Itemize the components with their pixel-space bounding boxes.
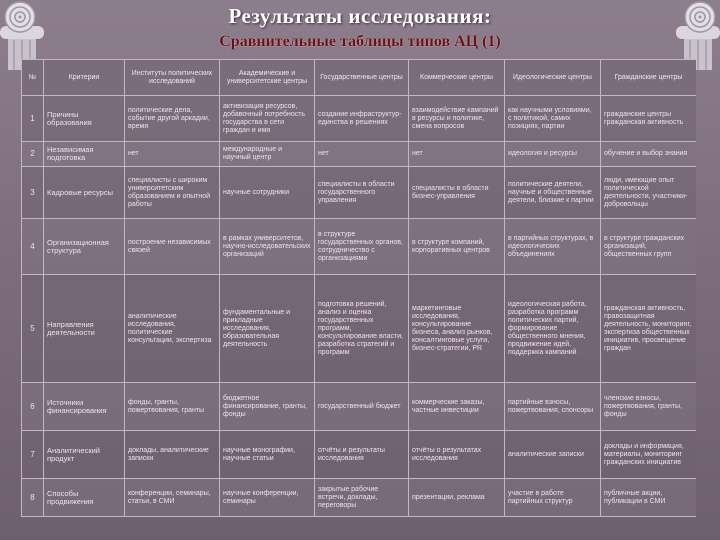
- table-cell: маркетинговые исследования, консультирование бизнеса, анализ рынков, консалтинговые услуги, бизнес-стратегии, PR: [409, 275, 505, 383]
- table-cell: научные конференции, семинары: [220, 479, 315, 517]
- table-row: [22, 431, 697, 479]
- row-criterion: Причины образования: [44, 96, 125, 142]
- column-header-commercial-centers: Коммерческие центры: [409, 60, 505, 96]
- row-criterion: Независимая подготовка: [44, 142, 125, 167]
- table-cell: участие в работе партийных структур: [505, 479, 601, 517]
- column-header-number: №: [22, 60, 44, 96]
- table-row: [22, 275, 697, 383]
- row-criterion: Способы продвижения: [44, 479, 125, 517]
- table-cell: в структуре государственных органов, сотрудничество с организациями: [315, 219, 409, 275]
- table-cell: гражданские центры гражданская активность: [601, 96, 697, 142]
- table-cell: бюджетное финансирование, гранты, фонды: [220, 383, 315, 431]
- table-cell: государственный бюджет: [315, 383, 409, 431]
- table-cell: закрытые рабочие встречи, доклады, переговоры: [315, 479, 409, 517]
- table-cell: в структуре гражданских организаций, общественных групп: [601, 219, 697, 275]
- table-cell: конференции, семинары, статьи, в СМИ: [125, 479, 220, 517]
- row-number: 4: [22, 219, 44, 275]
- table-cell: фундаментальные и прикладные исследования, образовательная деятельность: [220, 275, 315, 383]
- table-cell: политические дела, событие другой аркадии, время: [125, 96, 220, 142]
- table-cell: аналитические записки: [505, 431, 601, 479]
- table-cell: обучение и выбор знания: [601, 142, 697, 167]
- table-cell: членские взносы, пожертвования, гранты, фонды: [601, 383, 697, 431]
- page-subtitle: Сравнительные таблицы типов АЦ (1): [219, 33, 501, 50]
- table-cell: как научными условиями, с политикой, самих позициях, партии: [505, 96, 601, 142]
- table-cell: люди, имеющие опыт политической деятельности, участники-добровольцы: [601, 167, 697, 219]
- comparison-table: [21, 59, 696, 517]
- column-header-state-centers: Государственные центры: [315, 60, 409, 96]
- row-criterion: Аналитический продукт: [44, 431, 125, 479]
- row-criterion: Кадровые ресурсы: [44, 167, 125, 219]
- column-header-ideological-centers: Идеологические центры: [505, 60, 601, 96]
- table-cell: в рамках университетов, научно-исследовательских организаций: [220, 219, 315, 275]
- row-criterion: Источники финансирования: [44, 383, 125, 431]
- table-cell: подготовка решений, анализ и оценка государственных программ, консультирование власти, разработка стратегий и программ: [315, 275, 409, 383]
- table-cell: отчёты и результаты исследования: [315, 431, 409, 479]
- table-cell: активизация ресурсов, добавочный потребность государства в сети граждан и имя: [220, 96, 315, 142]
- table-cell: специалисты в области бизнес-управления: [409, 167, 505, 219]
- table-cell: аналитические исследования, политические консультации, экспертиза: [125, 275, 220, 383]
- row-number: 2: [22, 142, 44, 167]
- table-cell: нет: [409, 142, 505, 167]
- table-cell: отчёты о результатах исследования: [409, 431, 505, 479]
- table-cell: доклады и информация, материалы, мониторинг гражданских инициатив: [601, 431, 697, 479]
- table-row: [22, 219, 697, 275]
- table-cell: идеологическая работа, разработка программ политических партий, формирование общественного мнения, продвижение идей, поддержка кампаний: [505, 275, 601, 383]
- table-row: [22, 142, 697, 167]
- column-header-civil-centers: Гражданские центры: [601, 60, 697, 96]
- table-row: [22, 383, 697, 431]
- row-criterion: Организационная структура: [44, 219, 125, 275]
- table-cell: в партийных структурах, в идеологических объединениях: [505, 219, 601, 275]
- table-cell: в структуре компаний, корпоративных центров: [409, 219, 505, 275]
- table-cell: политические деятели, научные и общественные деятели, близкие к партии: [505, 167, 601, 219]
- table-cell: коммерческие заказы, частные инвестиции: [409, 383, 505, 431]
- comparison-table-container: [21, 59, 696, 540]
- row-number: 7: [22, 431, 44, 479]
- table-cell: международные и научный центр: [220, 142, 315, 167]
- table-cell: научные монографии, научные статьи: [220, 431, 315, 479]
- table-cell: идеология и ресурсы: [505, 142, 601, 167]
- row-number: 6: [22, 383, 44, 431]
- table-cell: специалисты в области государственного управления: [315, 167, 409, 219]
- table-cell: специалисты с широким университетским образованием и опытной работы: [125, 167, 220, 219]
- table-cell: публичные акции, публикации в СМИ: [601, 479, 697, 517]
- page-title: Результаты исследования:: [228, 4, 492, 28]
- table-row: [22, 479, 697, 517]
- column-header-criteria: Критерии: [44, 60, 125, 96]
- table-cell: презентации, реклама: [409, 479, 505, 517]
- table-cell: нет: [315, 142, 409, 167]
- row-criterion: Направления деятельности: [44, 275, 125, 383]
- table-row: [22, 167, 697, 219]
- column-header-academic-centers: Академические и университетские центры: [220, 60, 315, 96]
- row-number: 8: [22, 479, 44, 517]
- table-cell: гражданская активность, правозащитная деятельность, мониторинг, экспертиза общественных инициатив, просвещение граждан: [601, 275, 697, 383]
- row-number: 1: [22, 96, 44, 142]
- table-row: [22, 96, 697, 142]
- table-cell: построение независимых связей: [125, 219, 220, 275]
- table-cell: создание инфраструктур-единства в решениях: [315, 96, 409, 142]
- table-header-row: [22, 60, 697, 96]
- column-header-political-institutes: Институты политических исследований: [125, 60, 220, 96]
- row-number: 5: [22, 275, 44, 383]
- table-cell: доклады, аналитические записки: [125, 431, 220, 479]
- table-cell: научные сотрудники: [220, 167, 315, 219]
- table-cell: партийные взносы, пожертвования, спонсоры: [505, 383, 601, 431]
- table-cell: нет: [125, 142, 220, 167]
- table-cell: взаимодействие кампаний в ресурсы и политике, смена вопросов: [409, 96, 505, 142]
- table-cell: фонды, гранты, пожертвования, гранты: [125, 383, 220, 431]
- row-number: 3: [22, 167, 44, 219]
